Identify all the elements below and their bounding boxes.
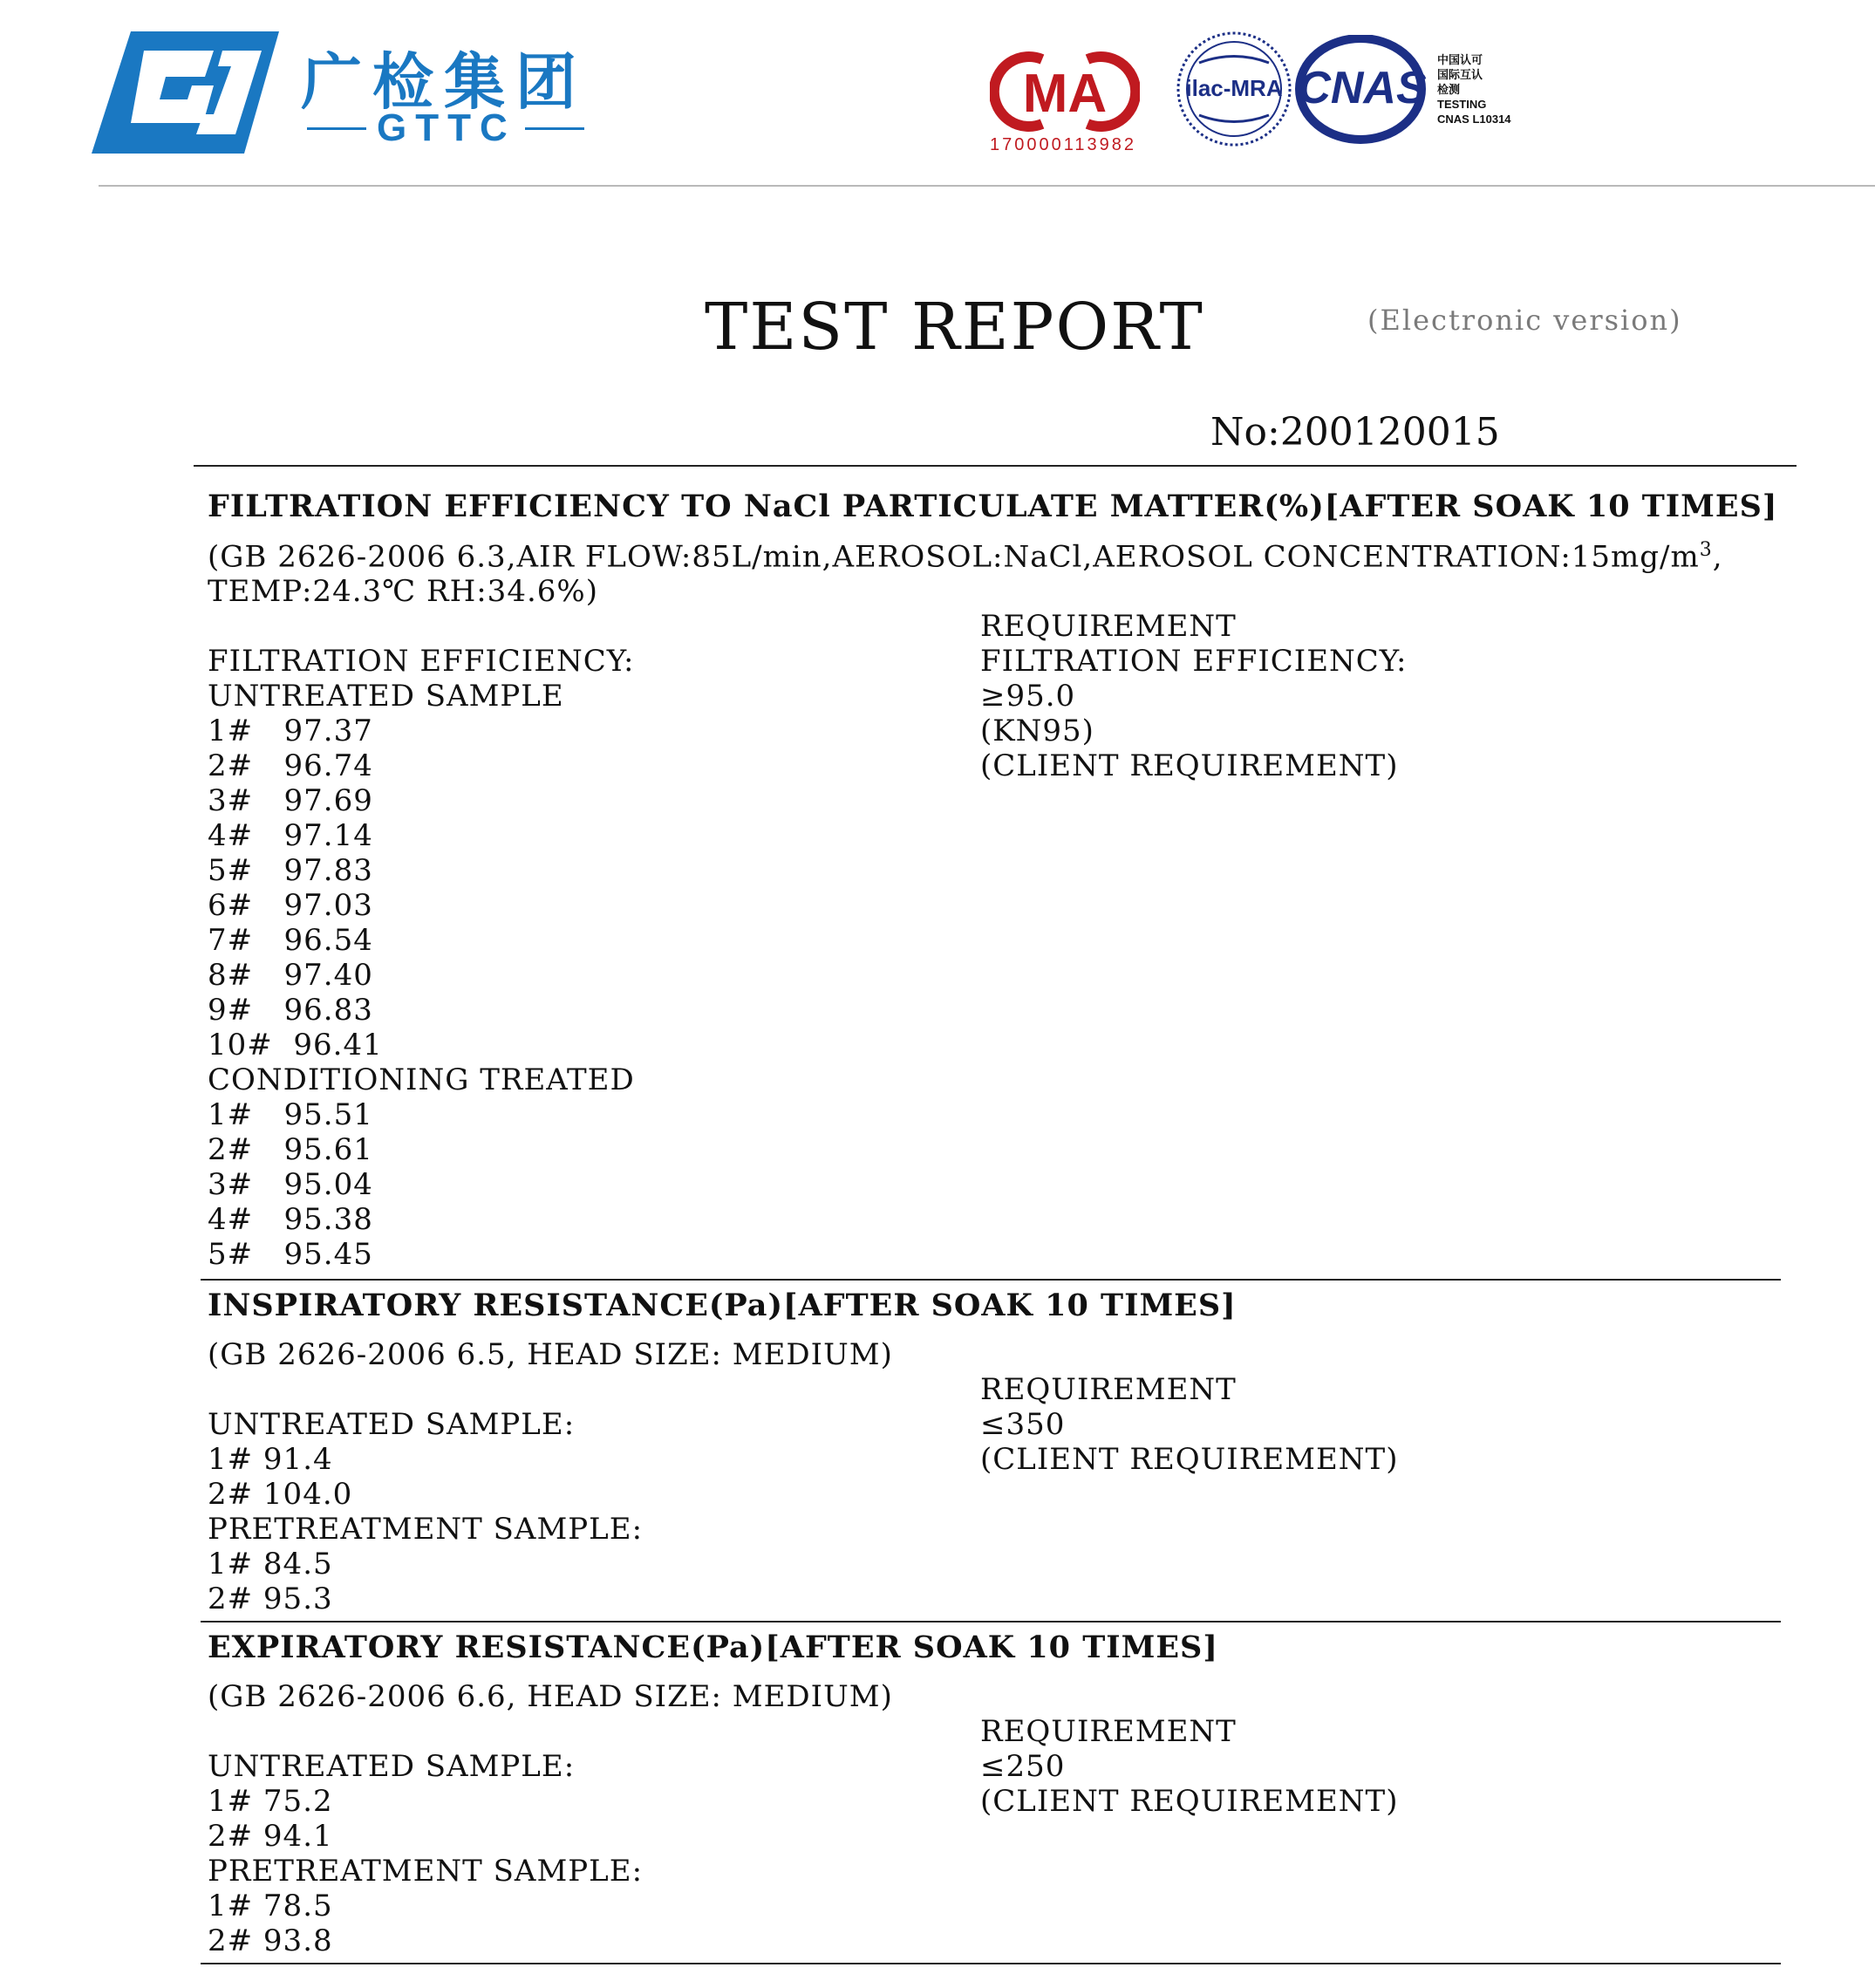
sample-row: 5# 97.83	[208, 853, 373, 888]
sample-row: 1# 78.5	[208, 1889, 333, 1923]
sample-row: 1# 95.51	[208, 1097, 373, 1132]
requirement-line: ≤350	[980, 1407, 1066, 1442]
untreated-label: UNTREATED SAMPLE	[208, 679, 564, 714]
filtration-label: FILTRATION EFFICIENCY:	[208, 644, 635, 679]
sample-row: 6# 97.03	[208, 888, 373, 923]
requirement-line: FILTRATION EFFICIENCY:	[980, 644, 1408, 679]
untreated-label: UNTREATED SAMPLE:	[208, 1749, 576, 1784]
section-divider	[201, 1621, 1781, 1623]
divider	[525, 127, 584, 130]
untreated-label: UNTREATED SAMPLE:	[208, 1407, 576, 1442]
cma-number: 170000113982	[990, 135, 1136, 154]
cnas-line: CNAS L10314	[1437, 113, 1511, 126]
requirement-line: (CLIENT REQUIREMENT)	[980, 1442, 1399, 1477]
sample-row: 1# 75.2	[208, 1784, 333, 1819]
requirement-heading: REQUIREMENT	[980, 1714, 1237, 1749]
ilac-text: ilac-MRA	[1185, 75, 1283, 101]
brand-name-english: GTTC	[377, 106, 516, 149]
sample-row: 8# 97.40	[208, 958, 373, 993]
superscript: 3	[1699, 539, 1713, 561]
requirement-heading: REQUIREMENT	[980, 1372, 1237, 1407]
expiratory-method: (GB 2626-2006 6.6, HEAD SIZE: MEDIUM)	[208, 1679, 893, 1714]
sample-row: 3# 97.69	[208, 783, 373, 818]
inspiratory-section-title: INSPIRATORY RESISTANCE(Pa)[AFTER SOAK 10 TIMES]	[208, 1288, 1237, 1323]
inspiratory-method: (GB 2626-2006 6.5, HEAD SIZE: MEDIUM)	[208, 1337, 893, 1372]
requirement-line: (CLIENT REQUIREMENT)	[980, 1784, 1399, 1819]
requirement-line: ≥95.0	[980, 679, 1076, 714]
sample-row: 2# 93.8	[208, 1923, 333, 1958]
ilac-mra-icon	[1173, 28, 1295, 150]
filtration-section-title: FILTRATION EFFICIENCY TO NaCl PARTICULATE MATTER(%)[AFTER SOAK 10 TIMES]	[208, 488, 1778, 524]
report-header	[0, 0, 1875, 188]
sample-row: 4# 97.14	[208, 818, 373, 853]
report-number: No:200120015	[1210, 410, 1500, 454]
sample-row: 2# 95.3	[208, 1582, 333, 1616]
cnas-line: 国际互认	[1437, 68, 1483, 81]
header-divider	[99, 185, 1875, 187]
cma-text: MA	[1022, 64, 1108, 124]
requirement-line: (CLIENT REQUIREMENT)	[980, 748, 1399, 783]
pretreatment-label: PRETREATMENT SAMPLE:	[208, 1854, 644, 1889]
pretreatment-label: PRETREATMENT SAMPLE:	[208, 1512, 644, 1547]
method-text-end: ,	[1712, 539, 1723, 575]
sample-row: 1# 84.5	[208, 1547, 333, 1582]
cnas-line: 中国认可	[1437, 53, 1483, 66]
section-divider	[201, 1963, 1781, 1964]
expiratory-section-title: EXPIRATORY RESISTANCE(Pa)[AFTER SOAK 10 TIMES]	[208, 1629, 1218, 1665]
sample-row: 9# 96.83	[208, 993, 373, 1028]
filtration-conditions: TEMP:24.3℃ RH:34.6%)	[208, 574, 598, 609]
sample-row: 2# 95.61	[208, 1132, 373, 1167]
sample-row: 3# 95.04	[208, 1167, 373, 1202]
cnas-accreditation-text	[1437, 52, 1511, 126]
cnas-text: CNAS	[1298, 63, 1427, 113]
title-divider	[194, 465, 1797, 467]
sample-row: 10# 96.41	[208, 1028, 383, 1062]
method-text: (GB 2626-2006 6.3,AIR FLOW:85L/min,AEROSOL:NaCl,AEROSOL CONCENTRATION:15mg/m	[208, 539, 1700, 575]
sample-row: 5# 95.45	[208, 1237, 373, 1272]
sample-row: 2# 94.1	[208, 1819, 333, 1854]
cnas-certification-icon	[1291, 35, 1439, 144]
requirement-heading: REQUIREMENT	[980, 609, 1237, 644]
cma-certification-icon	[990, 44, 1140, 140]
sample-row: 4# 95.38	[208, 1202, 373, 1237]
electronic-version-label: (Electronic version)	[1367, 304, 1682, 337]
cnas-line: 检测	[1437, 83, 1461, 96]
sample-row: 7# 96.54	[208, 923, 373, 958]
page-title: TEST REPORT	[705, 290, 1204, 365]
filtration-method	[208, 539, 1723, 574]
gttc-logo-icon	[92, 31, 279, 154]
sample-row: 2# 104.0	[208, 1477, 353, 1512]
section-divider	[201, 1279, 1781, 1281]
cnas-line: TESTING	[1437, 98, 1487, 111]
sample-row: 2# 96.74	[208, 748, 373, 783]
brand-name-chinese: 广检集团	[301, 48, 587, 116]
brand-name-english-block	[307, 106, 586, 150]
treated-label: CONDITIONING TREATED	[208, 1062, 635, 1097]
requirement-line: ≤250	[980, 1749, 1066, 1784]
requirement-line: (KN95)	[980, 714, 1094, 748]
sample-row: 1# 91.4	[208, 1442, 333, 1477]
divider	[307, 127, 366, 130]
sample-row: 1# 97.37	[208, 714, 373, 748]
